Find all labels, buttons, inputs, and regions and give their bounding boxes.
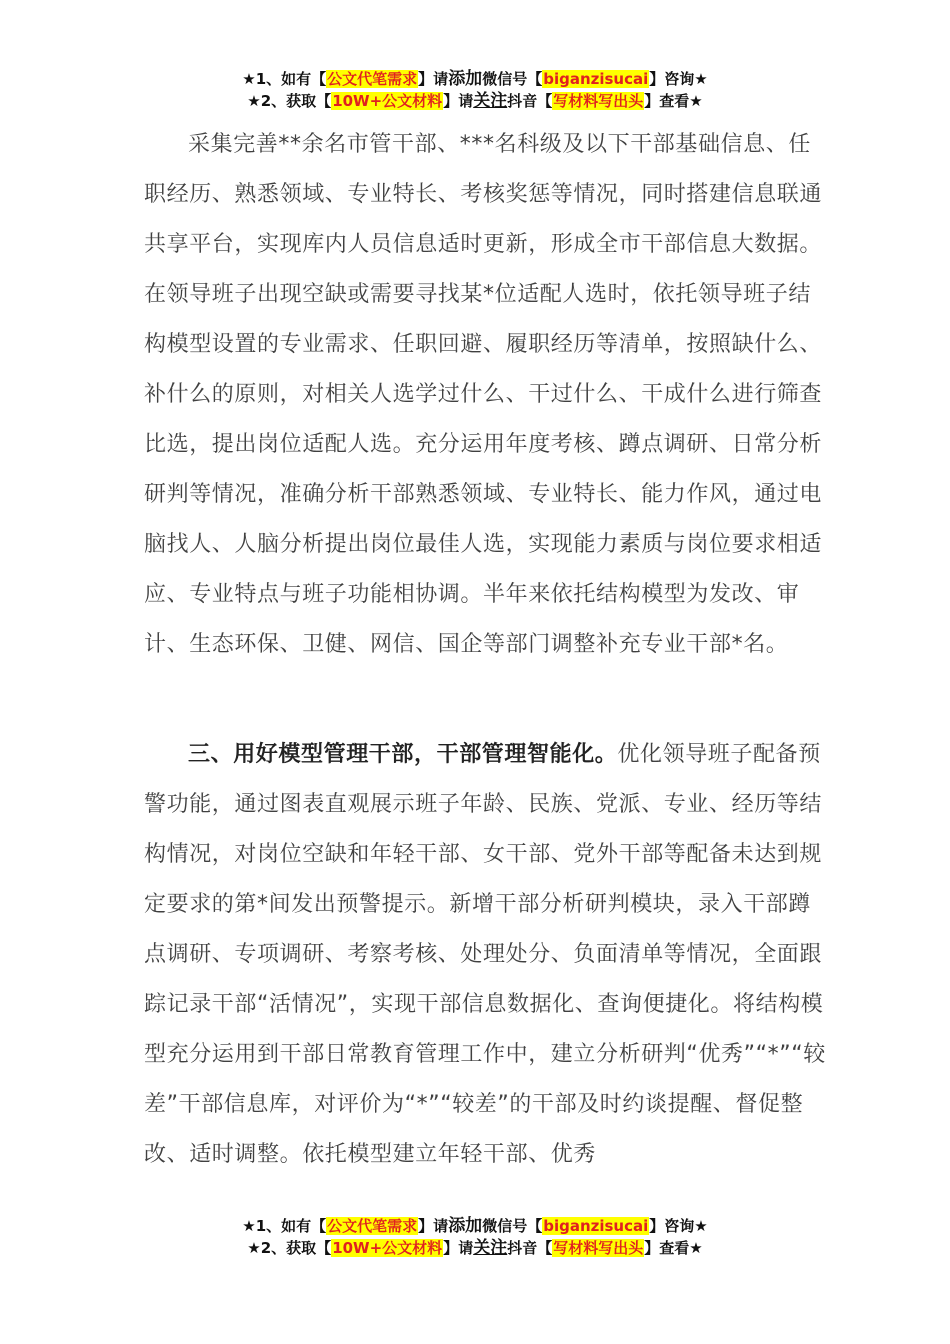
- notice-text: ★1、如有【: [242, 70, 327, 88]
- notice-line-1: [0, 68, 950, 90]
- notice-text: 】请: [418, 70, 449, 88]
- notice-text: 】查看★: [644, 92, 703, 110]
- notice-emphasis: 添加: [448, 1216, 483, 1236]
- notice-text: 抖音【: [507, 92, 553, 110]
- section-body: 优化领导班子配备预警功能，通过图表直观展示班子年龄、民族、党派、专业、经历等结构情况，对岗位空缺和年轻干部、女干部、党外干部等配备未达到规定要求的第*间发出预警提示。新增干部分析研判模块，录入干部蹲点调研、专项调研、考察考核、处理处分、负面清单等情况，全面跟踪记录干部“活情况”，实现干部信息数据化、查询便捷化。将结构模型充分运用到干部日常教育管理工作中，建立分析研判“优秀”“*”“较差”干部信息库，对评价为“*”“较差”的干部及时约谈提醒、督促整改、适时调整。依托模型建立年轻干部、优秀: [144, 742, 826, 1167]
- notice-emphasis: 关注: [473, 91, 508, 111]
- highlight-materials: 10W+公文材料: [332, 1239, 443, 1257]
- notice-text: 微信号【: [482, 70, 543, 88]
- highlight-douyin-account: 写材料写出头: [553, 1239, 644, 1257]
- notice-text: 】查看★: [644, 1239, 703, 1257]
- notice-text: 】请: [418, 1217, 449, 1235]
- notice-text: ★2、获取【: [247, 92, 332, 110]
- notice-banner-top: [0, 68, 950, 112]
- notice-line-1: [0, 1215, 950, 1237]
- notice-text: 抖音【: [507, 1239, 553, 1257]
- notice-text: 】请: [443, 1239, 474, 1257]
- highlight-service: 公文代笔需求: [327, 70, 418, 88]
- highlight-wechat-id: biganzisucai: [543, 1217, 649, 1235]
- notice-text: ★1、如有【: [242, 1217, 327, 1235]
- notice-text: 】咨询★: [649, 70, 708, 88]
- body-paragraph-2: [144, 730, 828, 1180]
- highlight-douyin-account: 写材料写出头: [553, 92, 644, 110]
- notice-line-2: [0, 1237, 950, 1259]
- notice-text: 微信号【: [482, 1217, 543, 1235]
- notice-text: 】请: [443, 92, 474, 110]
- notice-emphasis: 添加: [448, 69, 483, 89]
- notice-text: 】咨询★: [649, 1217, 708, 1235]
- notice-text: ★2、获取【: [247, 1239, 332, 1257]
- highlight-materials: 10W+公文材料: [332, 92, 443, 110]
- highlight-service: 公文代笔需求: [327, 1217, 418, 1235]
- notice-line-2: [0, 90, 950, 112]
- highlight-wechat-id: biganzisucai: [543, 70, 649, 88]
- notice-banner-bottom: [0, 1215, 950, 1259]
- notice-emphasis: 关注: [473, 1238, 508, 1258]
- body-paragraph-1: 采集完善**余名市管干部、***名科级及以下干部基础信息、任职经历、熟悉领域、专业特长、考核奖惩等情况，同时搭建信息联通共享平台，实现库内人员信息适时更新，形成全市干部信息大数据。在领导班子出现空缺或需要寻找某*位适配人选时，依托领导班子结构模型设置的专业需求、任职回避、履职经历等清单，按照缺什么、补什么的原则，对相关人选学过什么、干过什么、干成什么进行筛查比选，提出岗位适配人选。充分运用年度考核、蹲点调研、日常分析研判等情况，准确分析干部熟悉领域、专业特长、能力作风，通过电脑找人、人脑分析提出岗位最佳人选，实现能力素质与岗位要求相适应、专业特点与班子功能相协调。半年来依托结构模型为发改、审计、生态环保、卫健、网信、国企等部门调整补充专业干部*名。: [144, 132, 823, 657]
- section-heading: 三、用好模型管理干部，干部管理智能化。: [188, 742, 618, 767]
